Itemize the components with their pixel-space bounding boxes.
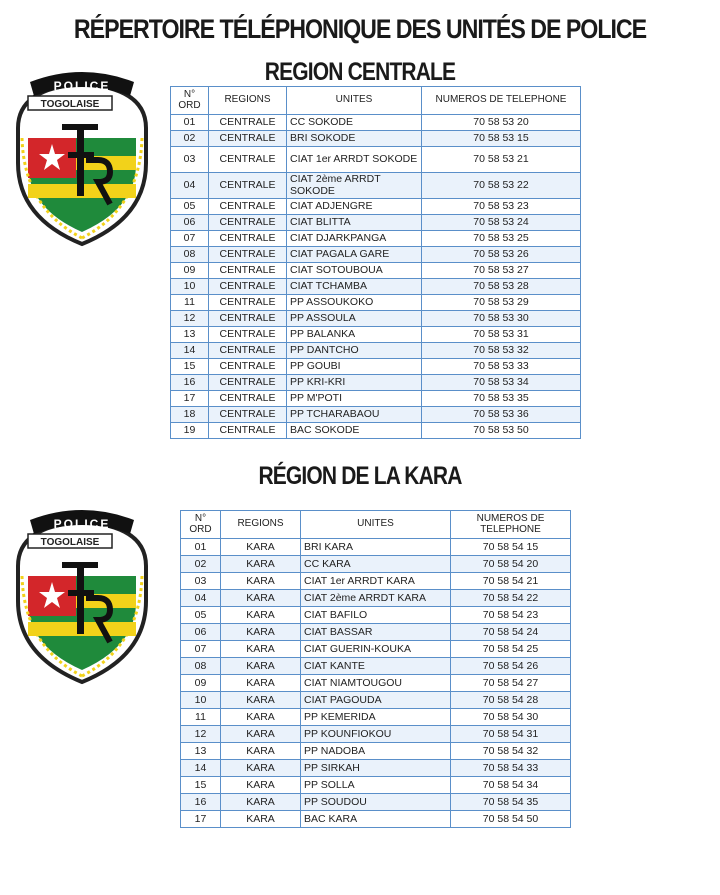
row-unit: CIAT BAFILO (301, 607, 451, 624)
row-num: 17 (171, 391, 209, 407)
row-num: 06 (171, 215, 209, 231)
row-unit: CIAT KANTE (301, 658, 451, 675)
row-region: CENTRALE (209, 327, 287, 343)
row-region: CENTRALE (209, 311, 287, 327)
table-row (181, 794, 571, 811)
row-phone: 70 58 53 15 (422, 131, 581, 147)
table-row (171, 263, 581, 279)
row-phone: 70 58 53 35 (422, 391, 581, 407)
row-unit: CIAT 2ème ARRDT KARA (301, 590, 451, 607)
row-num: 09 (171, 263, 209, 279)
row-num: 12 (181, 726, 221, 743)
row-unit: CIAT 1er ARRDT KARA (301, 573, 451, 590)
row-unit: BRI KARA (301, 539, 451, 556)
table-row (181, 726, 571, 743)
row-unit: CIAT BASSAR (301, 624, 451, 641)
header-unit: UNITES (287, 87, 422, 115)
row-unit: CIAT 2ème ARRDT SOKODE (287, 173, 422, 199)
row-num: 04 (181, 590, 221, 607)
row-unit: CIAT NIAMTOUGOU (301, 675, 451, 692)
header-num: N° ORD (171, 87, 209, 115)
row-unit: PP ASSOULA (287, 311, 422, 327)
page-title: RÉPERTOIRE TÉLÉPHONIQUE DES UNITÉS DE POLICE (73, 14, 647, 44)
row-num: 16 (171, 375, 209, 391)
table-row (181, 590, 571, 607)
table-row (171, 359, 581, 375)
row-unit: CIAT BLITTA (287, 215, 422, 231)
row-num: 12 (171, 311, 209, 327)
row-phone: 70 58 53 34 (422, 375, 581, 391)
police-badge-icon (6, 68, 158, 248)
row-num: 01 (171, 115, 209, 131)
table-row (171, 115, 581, 131)
row-phone: 70 58 53 31 (422, 327, 581, 343)
row-phone: 70 58 54 26 (451, 658, 571, 675)
row-unit: CC SOKODE (287, 115, 422, 131)
row-phone: 70 58 53 33 (422, 359, 581, 375)
row-region: CENTRALE (209, 407, 287, 423)
row-num: 18 (171, 407, 209, 423)
row-phone: 70 58 53 20 (422, 115, 581, 131)
table-row (171, 407, 581, 423)
row-region: KARA (221, 590, 301, 607)
row-phone: 70 58 53 25 (422, 231, 581, 247)
table-row (171, 147, 581, 173)
row-num: 07 (181, 641, 221, 658)
row-unit: CIAT PAGALA GARE (287, 247, 422, 263)
row-phone: 70 58 54 33 (451, 760, 571, 777)
row-region: CENTRALE (209, 359, 287, 375)
row-unit: PP KEMERIDA (301, 709, 451, 726)
row-unit: PP KOUNFIOKOU (301, 726, 451, 743)
table-row (181, 573, 571, 590)
row-region: CENTRALE (209, 343, 287, 359)
row-num: 13 (181, 743, 221, 760)
row-unit: PP SIRKAH (301, 760, 451, 777)
row-unit: BAC SOKODE (287, 423, 422, 439)
table-row (181, 675, 571, 692)
row-num: 14 (181, 760, 221, 777)
row-unit: PP NADOBA (301, 743, 451, 760)
row-phone: 70 58 53 23 (422, 199, 581, 215)
row-region: CENTRALE (209, 279, 287, 295)
row-num: 16 (181, 794, 221, 811)
row-phone: 70 58 53 27 (422, 263, 581, 279)
table-row (171, 215, 581, 231)
row-phone: 70 58 54 50 (451, 811, 571, 828)
table-row (171, 231, 581, 247)
row-phone: 70 58 53 22 (422, 173, 581, 199)
row-num: 17 (181, 811, 221, 828)
table-row (181, 539, 571, 556)
row-num: 10 (171, 279, 209, 295)
header-region: REGIONS (221, 511, 301, 539)
table-kara (180, 510, 571, 828)
row-phone: 70 58 53 36 (422, 407, 581, 423)
row-num: 03 (171, 147, 209, 173)
row-num: 04 (171, 173, 209, 199)
row-num: 06 (181, 624, 221, 641)
badge-label: TOGOLAISE (40, 99, 100, 110)
row-phone: 70 58 53 32 (422, 343, 581, 359)
row-phone: 70 58 54 34 (451, 777, 571, 794)
row-region: CENTRALE (209, 131, 287, 147)
row-phone: 70 58 54 21 (451, 573, 571, 590)
row-region: KARA (221, 760, 301, 777)
row-phone: 70 58 53 21 (422, 147, 581, 173)
row-region: CENTRALE (209, 199, 287, 215)
row-num: 10 (181, 692, 221, 709)
table-row (171, 279, 581, 295)
row-unit: BAC KARA (301, 811, 451, 828)
row-region: CENTRALE (209, 173, 287, 199)
table-row (181, 556, 571, 573)
row-num: 19 (171, 423, 209, 439)
row-region: KARA (221, 624, 301, 641)
table-row (181, 743, 571, 760)
row-region: CENTRALE (209, 263, 287, 279)
police-badge-icon (6, 506, 158, 686)
row-num: 03 (181, 573, 221, 590)
row-region: CENTRALE (209, 391, 287, 407)
table-row (181, 709, 571, 726)
row-unit: PP TCHARABAOU (287, 407, 422, 423)
row-unit: PP GOUBI (287, 359, 422, 375)
row-num: 02 (181, 556, 221, 573)
row-phone: 70 58 54 27 (451, 675, 571, 692)
row-phone: 70 58 54 32 (451, 743, 571, 760)
row-unit: PP KRI-KRI (287, 375, 422, 391)
row-phone: 70 58 53 28 (422, 279, 581, 295)
row-region: CENTRALE (209, 295, 287, 311)
row-unit: PP ASSOUKOKO (287, 295, 422, 311)
table-row (181, 760, 571, 777)
row-unit: BRI SOKODE (287, 131, 422, 147)
row-unit: CIAT ADJENGRE (287, 199, 422, 215)
row-phone: 70 58 54 15 (451, 539, 571, 556)
row-num: 13 (171, 327, 209, 343)
table-row (171, 199, 581, 215)
row-unit: PP BALANKA (287, 327, 422, 343)
table-row (171, 173, 581, 199)
header-num: N° ORD (181, 511, 221, 539)
row-num: 08 (171, 247, 209, 263)
section-title-kara: RÉGION DE LA KARA (258, 462, 462, 490)
row-phone: 70 58 54 20 (451, 556, 571, 573)
table-row (171, 391, 581, 407)
row-unit: PP M'POTI (287, 391, 422, 407)
row-unit: CIAT SOTOUBOUA (287, 263, 422, 279)
row-region: KARA (221, 658, 301, 675)
row-region: KARA (221, 641, 301, 658)
row-region: CENTRALE (209, 375, 287, 391)
row-region: CENTRALE (209, 231, 287, 247)
row-num: 02 (171, 131, 209, 147)
row-region: KARA (221, 556, 301, 573)
row-phone: 70 58 54 31 (451, 726, 571, 743)
table-centrale (170, 86, 581, 439)
row-num: 08 (181, 658, 221, 675)
row-unit: PP SOUDOU (301, 794, 451, 811)
row-unit: CIAT PAGOUDA (301, 692, 451, 709)
row-unit: CC KARA (301, 556, 451, 573)
row-region: KARA (221, 539, 301, 556)
table-row (181, 607, 571, 624)
svg-text:POLICE: POLICE (53, 79, 111, 93)
table-row (181, 658, 571, 675)
row-unit: PP DANTCHO (287, 343, 422, 359)
row-num: 05 (181, 607, 221, 624)
row-phone: 70 58 54 22 (451, 590, 571, 607)
row-region: KARA (221, 811, 301, 828)
row-region: KARA (221, 675, 301, 692)
row-unit: PP SOLLA (301, 777, 451, 794)
row-phone: 70 58 53 30 (422, 311, 581, 327)
row-unit: CIAT 1er ARRDT SOKODE (287, 147, 422, 173)
row-region: CENTRALE (209, 247, 287, 263)
row-unit: CIAT DJARKPANGA (287, 231, 422, 247)
table-row (171, 423, 581, 439)
row-phone: 70 58 54 23 (451, 607, 571, 624)
row-num: 01 (181, 539, 221, 556)
header-unit: UNITES (301, 511, 451, 539)
row-phone: 70 58 54 24 (451, 624, 571, 641)
table-row (181, 692, 571, 709)
row-region: KARA (221, 692, 301, 709)
svg-text:POLICE: POLICE (53, 517, 111, 531)
table-row (181, 777, 571, 794)
table-row (171, 131, 581, 147)
svg-text:TOGOLAISE: TOGOLAISE (40, 537, 100, 548)
row-region: KARA (221, 709, 301, 726)
row-num: 11 (181, 709, 221, 726)
row-num: 09 (181, 675, 221, 692)
row-phone: 70 58 54 28 (451, 692, 571, 709)
row-num: 14 (171, 343, 209, 359)
table-row (181, 641, 571, 658)
table-row (171, 311, 581, 327)
row-region: KARA (221, 777, 301, 794)
table-row (171, 327, 581, 343)
row-region: CENTRALE (209, 115, 287, 131)
row-region: KARA (221, 743, 301, 760)
table-row (171, 375, 581, 391)
row-region: KARA (221, 794, 301, 811)
row-phone: 70 58 53 26 (422, 247, 581, 263)
row-unit: CIAT TCHAMBA (287, 279, 422, 295)
row-phone: 70 58 54 35 (451, 794, 571, 811)
row-num: 07 (171, 231, 209, 247)
row-num: 15 (171, 359, 209, 375)
table-row (171, 295, 581, 311)
row-num: 05 (171, 199, 209, 215)
header-phone: NUMEROS DE TELEPHONE (451, 511, 571, 539)
row-num: 15 (181, 777, 221, 794)
row-phone: 70 58 53 50 (422, 423, 581, 439)
table-row (181, 811, 571, 828)
section-title-centrale: REGION CENTRALE (264, 58, 456, 86)
row-region: CENTRALE (209, 147, 287, 173)
table-row (171, 247, 581, 263)
row-phone: 70 58 54 30 (451, 709, 571, 726)
row-phone: 70 58 53 29 (422, 295, 581, 311)
row-region: KARA (221, 726, 301, 743)
table-row (171, 343, 581, 359)
row-region: KARA (221, 573, 301, 590)
row-unit: CIAT GUERIN-KOUKA (301, 641, 451, 658)
row-region: CENTRALE (209, 215, 287, 231)
header-phone: NUMEROS DE TELEPHONE (422, 87, 581, 115)
row-region: KARA (221, 607, 301, 624)
row-phone: 70 58 54 25 (451, 641, 571, 658)
row-region: CENTRALE (209, 423, 287, 439)
header-region: REGIONS (209, 87, 287, 115)
row-num: 11 (171, 295, 209, 311)
row-phone: 70 58 53 24 (422, 215, 581, 231)
table-row (181, 624, 571, 641)
